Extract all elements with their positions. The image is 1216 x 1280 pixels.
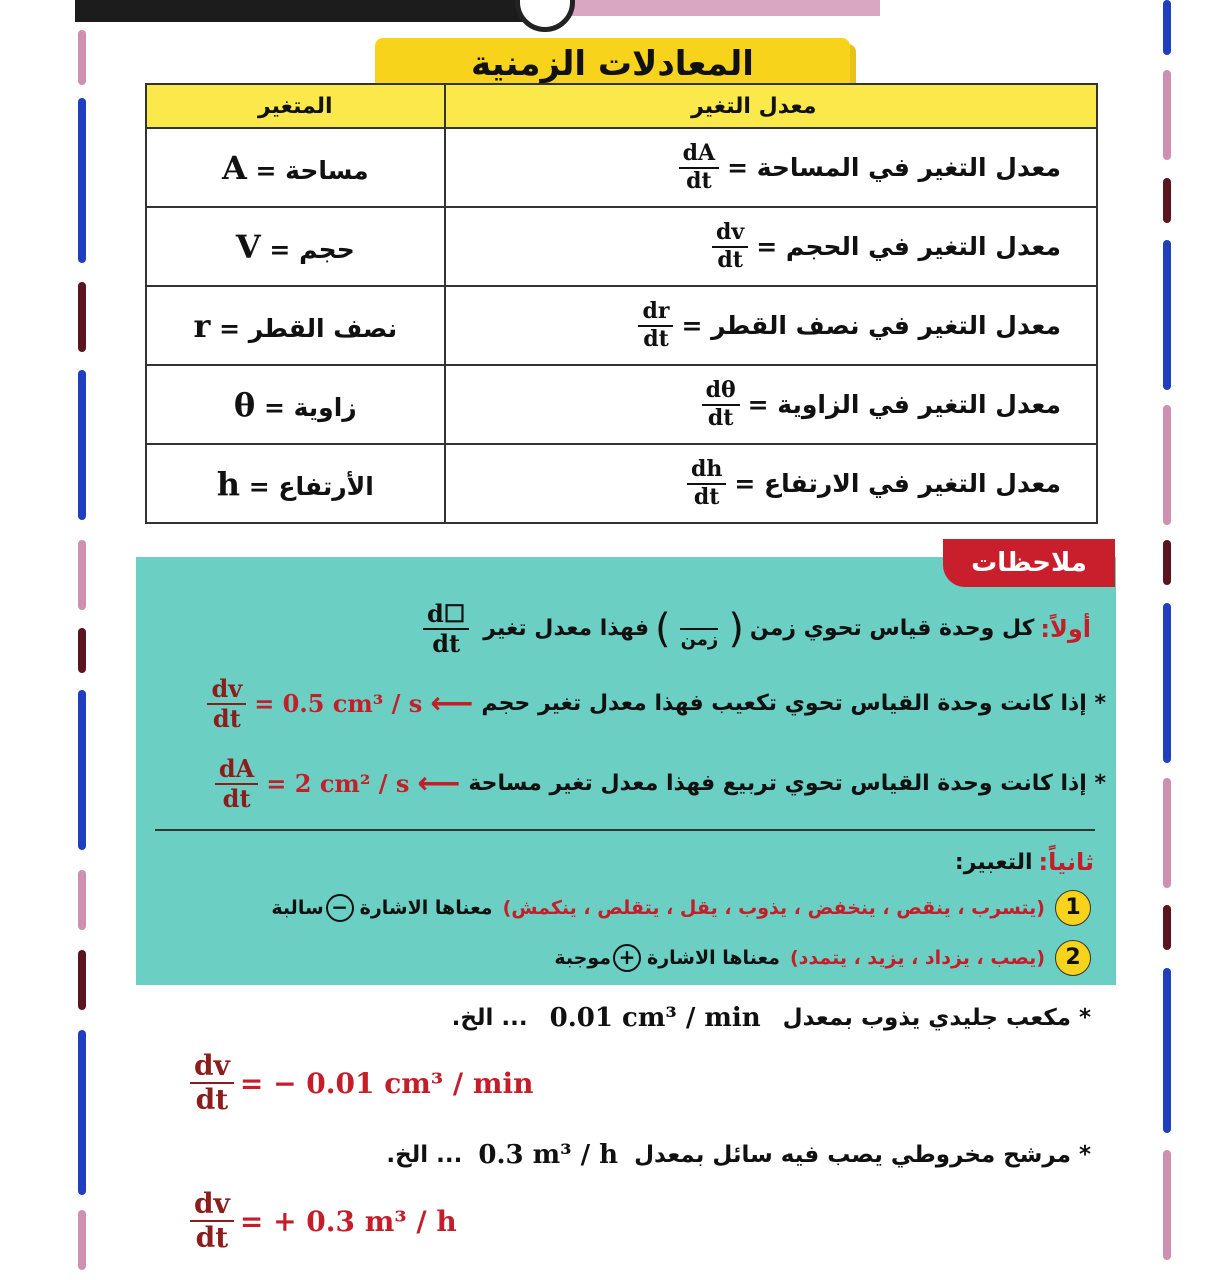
first-label: أولاً: (1040, 614, 1091, 643)
rate-fraction (712, 220, 748, 273)
area-fraction (215, 755, 258, 812)
plus-sign-icon: + (613, 944, 641, 972)
variable-cell (146, 365, 445, 444)
margin-dash (78, 540, 86, 610)
fraction-denominator: dt (686, 167, 712, 194)
example-value: = − 0.01 cm³ / min (239, 1066, 534, 1100)
margin-dash (78, 628, 86, 673)
rate-cell (445, 128, 1097, 207)
fraction-numerator: d☐ (423, 600, 469, 630)
rates-table (145, 83, 1098, 524)
time-fraction (677, 607, 723, 650)
table-row (146, 444, 1097, 523)
variable-cell (146, 128, 445, 207)
margin-dash (78, 1030, 86, 1195)
fraction-denominator: dt (432, 628, 461, 658)
second-text: التعبير: (954, 849, 1033, 875)
minus-sign-icon: − (326, 894, 354, 922)
notes-item-2 (554, 940, 1091, 976)
notes-badge: ملاحظات (943, 539, 1115, 587)
rate-fraction (702, 378, 740, 431)
first-text2: فهذا معدل تغير (483, 616, 649, 642)
margin-dash (78, 950, 86, 1010)
rate-text: معدل التغير في نصف القطر = (681, 311, 1061, 340)
fraction-denominator: dt (693, 483, 720, 510)
header-variable: المتغير (146, 84, 445, 128)
table-row (146, 365, 1097, 444)
header-rate: معدل التغير (445, 84, 1097, 128)
item1-meaning: معناها الاشارة (359, 897, 493, 919)
fraction-denominator: dt (222, 783, 251, 813)
margin-dash (1163, 905, 1171, 950)
volume-fraction (207, 675, 246, 732)
margin-dash (1163, 603, 1171, 763)
example-2-statement (386, 1140, 1091, 1170)
page-title: المعادلات الزمنية (471, 44, 754, 84)
fraction-denominator: dt (643, 325, 669, 352)
fraction-numerator: dv (190, 1050, 234, 1084)
table-row (146, 207, 1097, 286)
first-text: كل وحدة قياس تحوي زمن (749, 616, 1035, 642)
top-circle-ornament (515, 0, 575, 32)
notes-divider (155, 829, 1095, 831)
item2-words: (يصب ، يزداد ، يزيد ، يتمدد) (789, 947, 1045, 969)
margin-dash (1163, 178, 1171, 223)
table-header-row (146, 84, 1097, 128)
margin-dash (78, 870, 86, 930)
variable-text: نصف القطر = (210, 313, 398, 343)
variable-cell (146, 286, 445, 365)
example-value: = + 0.3 m³ / h (239, 1204, 457, 1238)
margin-dash (78, 282, 86, 352)
item1-words: (يتسرب ، ينقص ، ينخفض ، يذوب ، يقل ، يتقلص ، ينكمش) (502, 897, 1045, 919)
fraction-numerator: dr (638, 299, 673, 326)
table-row (146, 286, 1097, 365)
rate-text: معدل التغير في المساحة = (727, 153, 1061, 182)
notes-second-heading (955, 848, 1094, 876)
example-text: * مكعب جليدي يذوب بمعدل (782, 1005, 1091, 1031)
example-fraction (190, 1188, 234, 1254)
paren-open: ( (728, 605, 744, 652)
margin-dash (78, 370, 86, 520)
variable-cell (146, 207, 445, 286)
rate-cell (445, 365, 1097, 444)
notes-area-line (207, 755, 1106, 812)
variable-symbol: V (235, 227, 261, 266)
variable-symbol: A (221, 148, 247, 187)
fraction-denominator: زمن (680, 628, 719, 650)
fraction-numerator: dv (712, 220, 748, 247)
rate-text: معدل التغير في الحجم = (756, 232, 1061, 261)
variable-text: حجم = (260, 234, 355, 264)
example-etc: ... الخ. (451, 1005, 528, 1031)
variable-text: الأرتفاع = (240, 471, 374, 501)
rate-fraction (687, 457, 726, 510)
volume-text: * إذا كانت وحدة القياس تحوي تكعيب فهذا معدل تغير حجم (481, 691, 1106, 717)
margin-dash (1163, 778, 1171, 888)
example-2-equation (190, 1188, 457, 1254)
variable-text: مساحة = (246, 155, 369, 185)
fraction-numerator: dA (215, 755, 258, 785)
item-number-badge: 1 (1055, 890, 1091, 926)
fraction-numerator: dv (190, 1188, 234, 1222)
margin-dash (78, 30, 86, 85)
item2-meaning: معناها الاشارة (647, 947, 780, 969)
table-row (146, 128, 1097, 207)
margin-dash (78, 690, 86, 850)
rate-text: معدل التغير في الارتفاع = (734, 469, 1061, 498)
example-1-equation (190, 1050, 534, 1116)
arrow-left-icon: ⟵ (417, 766, 461, 802)
variable-symbol: r (193, 306, 211, 345)
example-1-statement (452, 1003, 1091, 1033)
example-etc: ... الخ. (386, 1142, 463, 1168)
top-bar (75, 0, 555, 22)
area-text: * إذا كانت وحدة القياس تحوي تربيع فهذا معدل تغير مساحة (468, 771, 1106, 797)
fraction-numerator: dh (687, 457, 726, 484)
area-value: = 2 cm² / s (266, 769, 410, 799)
variable-text: زاوية = (255, 392, 357, 422)
margin-dash (1163, 1150, 1171, 1260)
item-number-badge: 2 (1055, 940, 1091, 976)
rate-text: معدل التغير في الزاوية = (747, 390, 1061, 419)
item2-result: موجبة (554, 947, 611, 969)
volume-value: = 0.5 cm³ / s (254, 689, 423, 719)
fraction-denominator: dt (195, 1083, 229, 1117)
variable-cell (146, 444, 445, 523)
first-fraction (423, 600, 469, 657)
example-rate: 0.01 cm³ / min (549, 1003, 761, 1033)
fraction-numerator: dv (207, 675, 246, 705)
top-bar-accent (540, 0, 880, 16)
rate-fraction (679, 141, 719, 194)
rate-cell (445, 444, 1097, 523)
margin-dash (1163, 540, 1171, 585)
fraction-denominator: dt (707, 404, 734, 431)
fraction-numerator: dA (679, 141, 719, 168)
margin-dash (78, 98, 86, 263)
example-rate: 0.3 m³ / h (478, 1140, 619, 1170)
margin-dash (1163, 968, 1171, 1133)
rate-cell (445, 207, 1097, 286)
fraction-denominator: dt (212, 703, 241, 733)
fraction-numerator: dθ (702, 378, 740, 405)
example-fraction (190, 1050, 234, 1116)
example-text: * مرشح مخروطي يصب فيه سائل بمعدل (634, 1142, 1091, 1168)
margin-dash (1163, 405, 1171, 525)
rate-cell (445, 286, 1097, 365)
fraction-numerator (680, 607, 718, 630)
notes-volume-line (199, 675, 1106, 732)
arrow-left-icon: ⟵ (430, 686, 474, 722)
variable-symbol: h (216, 464, 241, 503)
margin-dash (1163, 240, 1171, 390)
fraction-denominator: dt (717, 246, 743, 273)
margin-dash (1163, 0, 1171, 55)
paren-close: ) (654, 605, 671, 652)
fraction-denominator: dt (195, 1221, 229, 1255)
variable-symbol: θ (233, 385, 256, 424)
margin-dash (1163, 70, 1171, 160)
notes-item-1 (271, 890, 1091, 926)
item1-result: سالبة (271, 897, 324, 919)
notes-first-line (415, 600, 1091, 657)
second-label: ثانياً: (1038, 848, 1094, 876)
margin-dash (78, 1210, 86, 1270)
rate-fraction (638, 299, 673, 352)
